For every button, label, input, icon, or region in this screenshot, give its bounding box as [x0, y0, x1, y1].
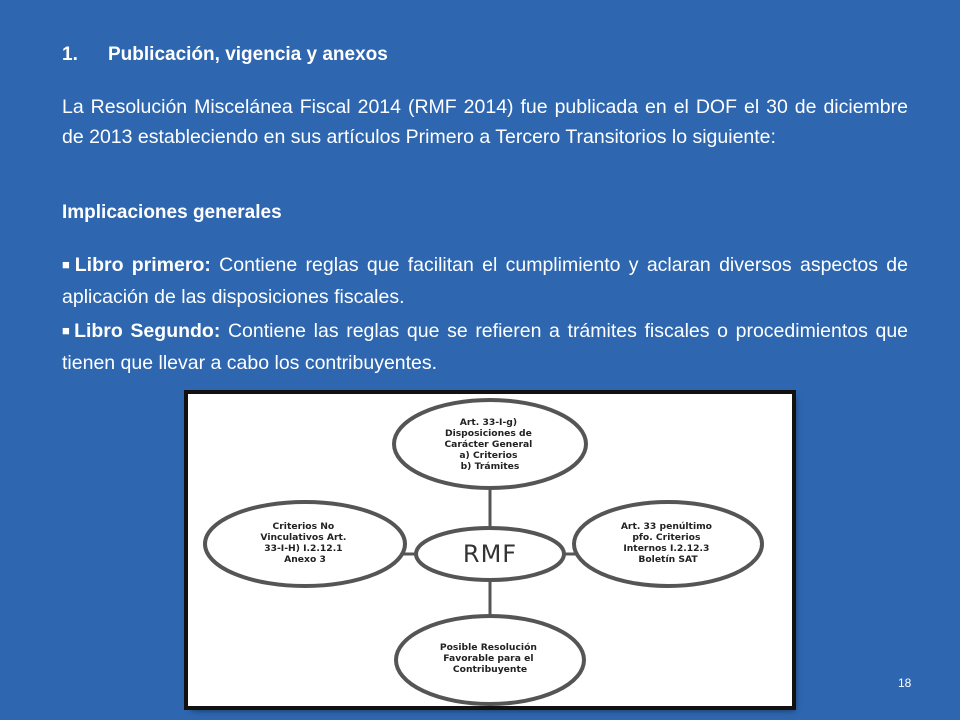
- section-title: Publicación, vigencia y anexos: [108, 44, 388, 65]
- left-line: Vinculativos Art.: [260, 532, 347, 543]
- subheading: Implicaciones generales: [62, 202, 282, 223]
- page-number: 18: [898, 676, 912, 690]
- top-line: Carácter General: [444, 439, 533, 450]
- right-line: Boletín SAT: [638, 554, 698, 565]
- right-line: Internos I.2.12.3: [623, 543, 710, 554]
- left-line: Criterios No: [272, 521, 335, 532]
- bottom-node-text: [440, 642, 540, 675]
- bullet-label: Libro primero:: [74, 254, 211, 276]
- section-heading: [62, 44, 388, 66]
- right-line: Art. 33 penúltimo: [620, 521, 712, 532]
- square-bullet-icon: ■: [62, 323, 73, 338]
- bullet-libro-segundo: [62, 316, 908, 378]
- bullet-text: Contiene las reglas que se refieren a trámites fiscales o procedimientos que tienen que llevar a cabo los contribuyentes.: [62, 320, 909, 374]
- bullet-text: Contiene reglas que facilitan el cumplimiento y aclaran diversos aspectos de aplicación de las disposiciones fiscales.: [62, 254, 908, 308]
- top-line: a) Criterios: [459, 450, 518, 461]
- right-line: pfo. Criterios: [632, 532, 701, 543]
- top-line: Art. 33-I-g): [459, 417, 518, 428]
- bottom-line: Favorable para el: [443, 653, 534, 664]
- bottom-line: Contribuyente: [452, 664, 528, 675]
- bullet-label: Libro Segundo:: [74, 320, 221, 342]
- top-line: Disposiciones de: [444, 428, 532, 439]
- left-line: Anexo 3: [284, 554, 326, 565]
- left-line: 33-I-H) I.2.12.1: [264, 543, 343, 554]
- section-number: 1.: [62, 44, 78, 65]
- intro-paragraph: La Resolución Miscelánea Fiscal 2014 (RMF 2014) fue publicada en el DOF el 30 de diciembre de 2013 estableciendo en sus artículos Primero a Tercero Transitorios lo siguiente:: [62, 96, 908, 148]
- top-line: b) Trámites: [460, 461, 520, 472]
- rmf-diagram: [188, 394, 792, 706]
- bottom-line: Posible Resolución: [439, 642, 537, 653]
- diagram-svg: [188, 394, 792, 706]
- center-label: RMF: [462, 540, 518, 568]
- bullet-libro-primero: [62, 250, 908, 312]
- square-bullet-icon: ■: [62, 257, 73, 272]
